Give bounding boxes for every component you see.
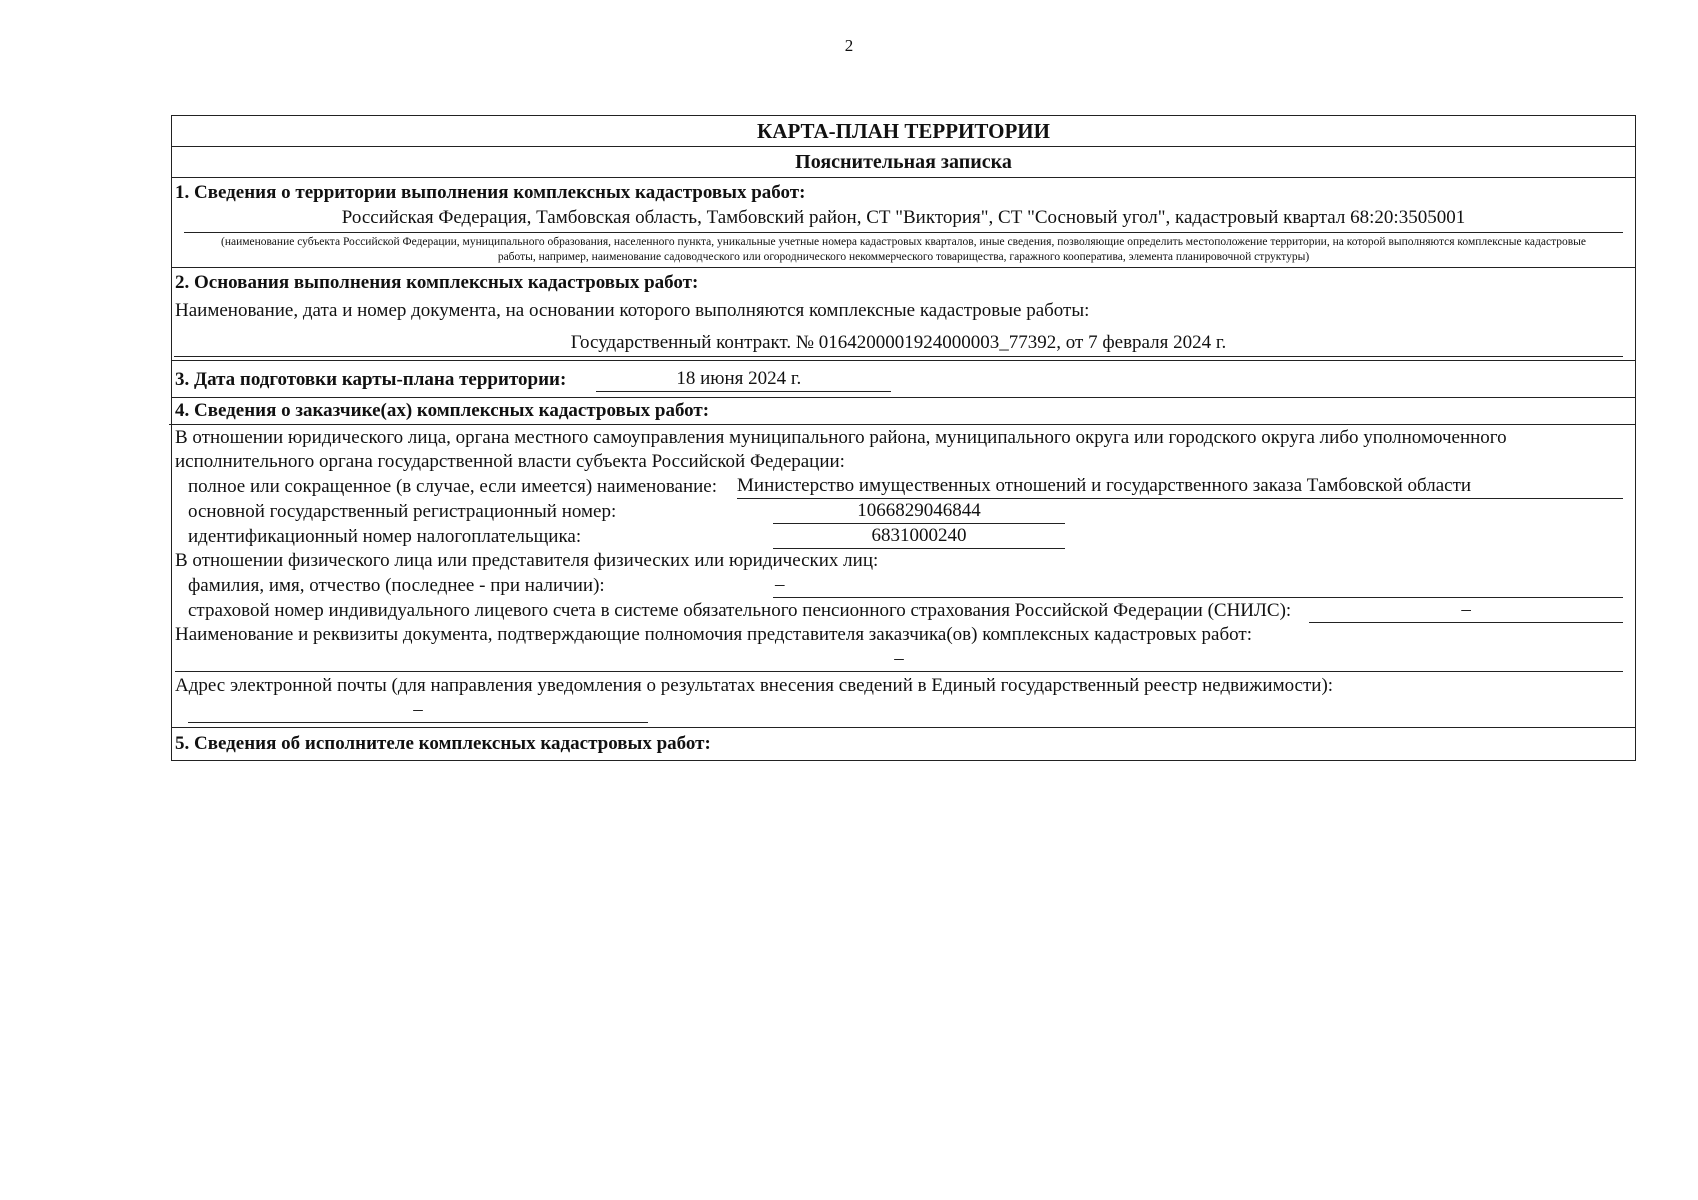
prep-date-value: 18 июня 2024 г. (596, 367, 891, 392)
snils-row (172, 598, 1635, 623)
section4-heading: 4. Сведения о заказчике(ах) комплексных кадастровых работ: (169, 399, 1635, 425)
snils-value: – (1309, 598, 1623, 623)
person-intro: В отношении физического лица или представителя физических или юридических лиц: (175, 550, 879, 571)
customer-name-label: полное или сокращенное (в случае, если имеется) наименование: (188, 476, 718, 497)
customer-name-value: Министерство имущественных отношений и государственного заказа Тамбовской области (737, 474, 1623, 499)
fio-label: фамилия, имя, отчество (последнее - при наличии): (188, 575, 605, 596)
doc-label: Наименование и реквизиты документа, подтверждающие полномочия представителя заказчика(ов) комплексных кадастровых работ: (175, 624, 1252, 645)
territory-description: Российская Федерация, Тамбовская область, Тамбовский район, СТ "Виктория", СТ "Сосновый угол", кадастровый квартал 68:20:3505001 (341, 207, 1466, 228)
legal-entity-intro: В отношении юридического лица, органа местного самоуправления муниципального района, муниципального округа или городского округа либо уполномоченного исполнительного органа государственной власти субъекта Российской Федерации: (175, 427, 1507, 472)
inn-row (172, 524, 1635, 549)
snils-label: страховой номер индивидуального лицевого счета в системе обязательного пенсионного страхования Российской Федерации (СНИЛС): (188, 600, 1292, 621)
email-value: – (188, 698, 648, 723)
section2-value: Государственный контракт. № 0164200001924000003_77392, от 7 февраля 2024 г. (174, 331, 1623, 357)
page-number: 2 (844, 36, 854, 55)
ogrn-value: 1066829046844 (773, 499, 1065, 524)
section-customer (172, 397, 1635, 727)
section-territory (172, 177, 1635, 267)
inn-value: 6831000240 (773, 524, 1065, 549)
section3-heading: 3. Дата подготовки карты-плана территории: (175, 369, 567, 390)
section-basis (172, 267, 1635, 360)
section-contractor (172, 727, 1635, 760)
section1-heading: 1. Сведения о территории выполнения комплексных кадастровых работ: (175, 182, 806, 203)
section5-heading: 5. Сведения об исполнителе комплексных кадастровых работ: (175, 733, 711, 754)
doc-value: – (175, 647, 1623, 672)
section2-heading: 2. Основания выполнения комплексных кадастровых работ: (175, 272, 699, 293)
ogrn-label: основной государственный регистрационный номер: (188, 501, 617, 522)
customer-name-row (172, 474, 1635, 499)
cadastral-plan-sheet (171, 115, 1636, 761)
section1-note: (наименование субъекта Российской Федерации, муниципального образования, населенного пункта, уникальные учетные номера кадастровых кварталов, иные сведения, позволяющие определить местоположение территории, на которой выполняются комплексные кадастровые работы, например, наименование садоводческого или огороднического некоммерческого товарищества, гаражного кооператива, элемента планировочной структуры) (221, 236, 1586, 263)
section2-label: Наименование, дата и номер документа, на основании которого выполняются комплексные кадастровые работы: (175, 300, 1090, 321)
email-label: Адрес электронной почты (для направления уведомления о результатах внесения сведений в Единый государственный реестр недвижимости): (175, 675, 1334, 696)
section-prep-date (172, 360, 1635, 397)
fio-row (172, 573, 1635, 598)
inn-label: идентификационный номер налогоплательщика: (188, 526, 582, 547)
fio-value: – (773, 573, 1623, 598)
document-title: КАРТА-ПЛАН ТЕРРИТОРИИ (757, 119, 1050, 143)
section1-value (172, 205, 1635, 232)
document-subtitle: Пояснительная записка (172, 146, 1635, 177)
ogrn-row (172, 499, 1635, 524)
